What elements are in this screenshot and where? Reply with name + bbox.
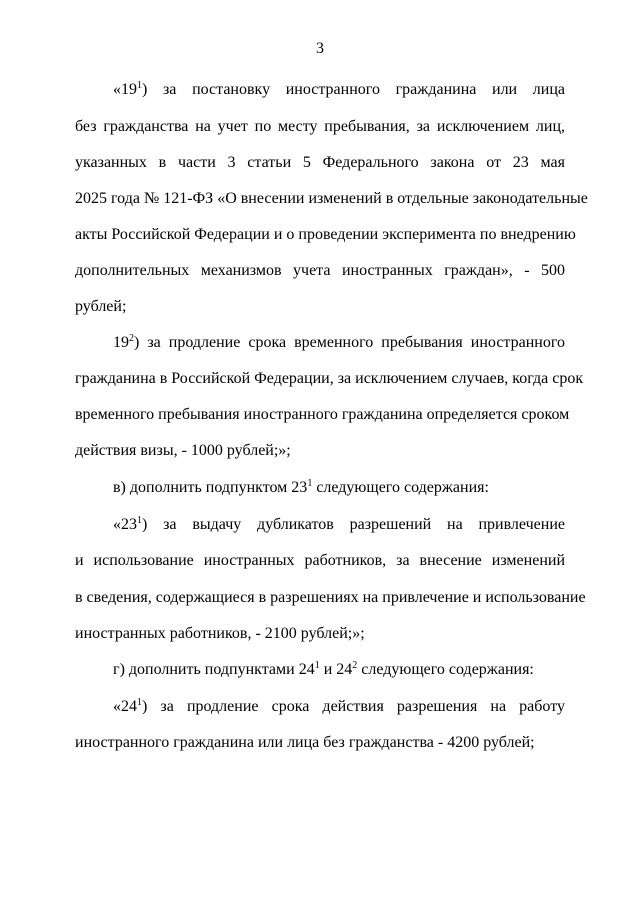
text-line: иностранных работников, - 2100 рублей;»; <box>75 625 365 642</box>
text-line: без гражданства на учет по месту пребывания, за исключением лиц, <box>75 118 565 135</box>
text-line: временного пребывания иностранного гражданина определяется сроком <box>75 406 570 423</box>
text-line: в) дополнить подпунктом $23^1$ следующего содержания: <box>113 478 489 496</box>
text-line: в сведения, содержащиеся в разрешениях на привлечение и использование <box>75 589 586 606</box>
text-line: дополнительных механизмов учета иностранных граждан», - 500 <box>75 262 565 279</box>
text-line: акты Российской Федерации и о проведении эксперимента по внедрению <box>75 226 576 243</box>
text-line: «$19^1$) за постановку иностранного гражданина или лица <box>113 80 565 98</box>
text-line: и использование иностранных работников, за внесение изменений <box>75 552 565 569</box>
text-line: 2025 года № 121-ФЗ «О внесении изменений в отдельные законодательные <box>75 190 588 207</box>
text-line: «$23^1$) за выдачу дубликатов разрешений на привлечение <box>113 515 565 533</box>
page-number: 3 <box>316 40 324 57</box>
text-line: иностранного гражданина или лица без гражданства - 4200 рублей; <box>75 734 535 751</box>
text-line: гражданина в Российской Федерации, за исключением случаев, когда срок <box>75 370 584 387</box>
text-line: г) дополнить подпунктами $24^1$ и $24^2$ следующего содержания: <box>113 660 534 678</box>
text-line: указанных в части 3 статьи 5 Федерального закона от 23 мая <box>75 154 565 171</box>
text-line: рублей; <box>75 298 127 315</box>
text-line: действия визы, - 1000 рублей;»; <box>75 442 291 459</box>
text-line: $19^2$) за продление срока временного пребывания иностранного <box>113 333 565 351</box>
text-line: «$24^1$) за продление срока действия разрешения на работу <box>113 697 565 715</box>
